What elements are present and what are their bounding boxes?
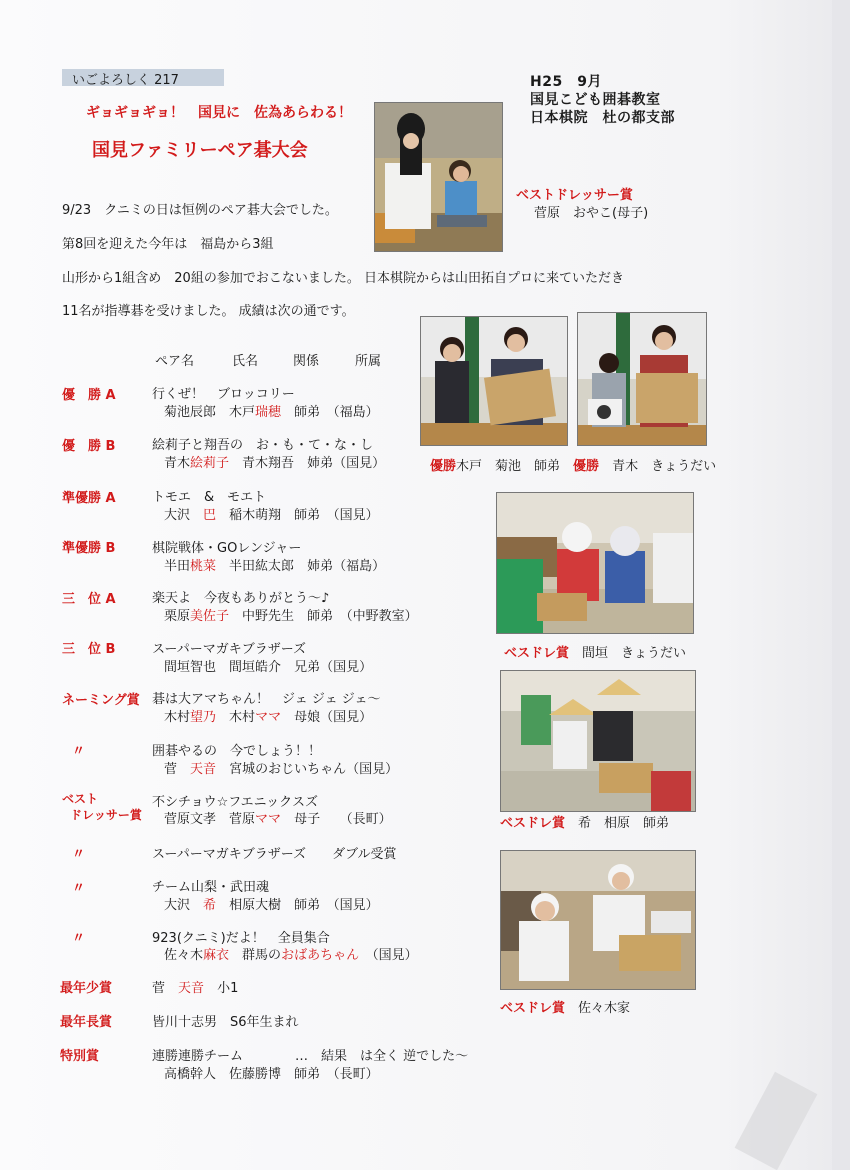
result-label: ネーミング賞 xyxy=(62,693,140,708)
result-names: 佐々木麻衣 群馬のおばあちゃん （国見） xyxy=(164,948,418,963)
result-label: 最年少賞 xyxy=(60,981,113,996)
result-names: 半田桃菜 半田紘太郎 姉弟（福島） xyxy=(164,559,386,574)
result-label-b: ドレッサー賞 xyxy=(70,808,142,822)
col-affiliation: 所属 xyxy=(355,354,382,369)
result-pair: トモエ & モエト xyxy=(152,490,267,505)
result-label: 優 勝 B xyxy=(62,439,116,454)
page-edge xyxy=(832,0,850,1170)
result-pair: 棋院戦体・GOレンジャー xyxy=(152,541,302,556)
result-pair: 行くぜ！ ブロッコリー xyxy=(152,387,295,402)
intro-line-1: 9/23 クニミの日は恒例のペア碁大会でした。 xyxy=(62,203,338,218)
org-line-2: 日本棋院 杜の都支部 xyxy=(530,110,675,126)
intro-line-4: 11名が指導碁を受けました。 成績は次の通です。 xyxy=(62,304,355,319)
result-names: 高橋幹人 佐藤勝博 師弟 （長町） xyxy=(164,1067,379,1082)
col-relation: 関係 xyxy=(293,354,320,369)
photo-winners-a xyxy=(420,316,568,446)
photo-magaki-brothers xyxy=(496,492,694,634)
result-names: 青木絵莉子 青木翔吾 姉弟（国見） xyxy=(164,456,386,471)
col-name: 氏名 xyxy=(232,354,259,369)
caption-magaki: ベスドレ賞 間垣 きょうだい xyxy=(504,646,687,661)
result-names: 菅 天音 小1 xyxy=(152,981,239,996)
result-label: 特別賞 xyxy=(60,1049,100,1064)
result-pair: 923(クニミ)だよ！ 全員集合 xyxy=(152,931,330,946)
result-pair: スーパーマガキブラザーズ ダブル受賞 xyxy=(152,847,397,862)
result-names: 菅 天音 宮城のおじいちゃん（国見） xyxy=(164,762,399,777)
result-pair: 碁は大アマちゃん！ ジェ ジェ ジェ～ xyxy=(152,692,381,707)
photo-team-yamanashi xyxy=(500,670,696,812)
photo-winners-b xyxy=(577,312,707,446)
result-label: 〃 xyxy=(72,744,86,759)
result-label: 三 位 B xyxy=(62,642,116,657)
result-names: 菅原文孝 菅原ママ 母子 （長町） xyxy=(164,812,392,827)
result-label: 優 勝 A xyxy=(62,388,116,403)
result-label: 〃 xyxy=(72,847,86,862)
intro-line-3: 山形から1組含め 20組の参加でおこないました。 日本棋院からは山田拓自プロに来ていただき xyxy=(62,271,624,286)
result-pair: 囲碁やるの 今でしょう！！ xyxy=(152,744,322,759)
result-names: 皆川十志男 S6年生まれ xyxy=(152,1015,299,1030)
result-pair: 楽天よ 今夜もありがとう～♪ xyxy=(152,591,330,606)
result-pair: チーム山梨・武田魂 xyxy=(152,880,270,895)
caption-yamanashi: ベスドレ賞 希 相原 師弟 xyxy=(500,816,670,831)
result-pair: 絵莉子と翔吾の お・も・て・な・し xyxy=(152,438,374,453)
result-label: 〃 xyxy=(72,931,86,946)
col-pair: ペア名 xyxy=(155,354,195,369)
result-label: 準優勝 B xyxy=(62,541,116,556)
photo-sasaki-family xyxy=(500,850,696,990)
result-pair: 連勝連勝チーム … 結果 は全く 逆でした～ xyxy=(152,1049,469,1064)
org-line-1: 国見こども囲碁教室 xyxy=(530,92,661,108)
page-title: 国見ファミリーペア碁大会 xyxy=(92,140,308,161)
best-dresser-name: 菅原 おやこ(母子) xyxy=(534,206,649,221)
result-label-a: ベスト xyxy=(62,792,99,806)
result-pair: スーパーマガキブラザーズ xyxy=(152,642,307,657)
catchphrase: ギョギョギョ！ 国見に 佐為あらわる！ xyxy=(86,105,352,121)
best-dresser-label: ベストドレッサー賞 xyxy=(516,188,633,203)
date: H25 9月 xyxy=(530,74,602,90)
result-pair: 不シチョウ☆フエニックスズ xyxy=(152,795,318,810)
result-names: 栗原美佐子 中野先生 師弟 （中野教室） xyxy=(164,609,418,624)
result-label: 最年長賞 xyxy=(60,1015,113,1030)
result-names: 大沢 巴 稲木萌翔 師弟 （国見） xyxy=(164,508,379,523)
result-names: 木村望乃 木村ママ 母娘（国見） xyxy=(164,710,373,725)
caption-winners: 優勝木戸 菊池 師弟 優勝 青木 きょうだい xyxy=(430,459,717,474)
result-label: 三 位 A xyxy=(62,592,116,607)
series-label: いごよろしく 217 xyxy=(72,73,179,88)
result-names: 間垣智也 間垣皓介 兄弟（国見） xyxy=(164,660,373,675)
result-names: 大沢 希 相原大樹 師弟 （国見） xyxy=(164,898,379,913)
result-label: 〃 xyxy=(72,881,86,896)
caption-sasaki: ベスドレ賞 佐々木家 xyxy=(500,1001,631,1016)
photo-sai-cosplay xyxy=(374,102,503,252)
result-label: 準優勝 A xyxy=(62,491,116,506)
result-names: 菊池辰郎 木戸瑞穂 師弟 （福島） xyxy=(164,405,379,420)
intro-line-2: 第8回を迎えた今年は 福島から3組 xyxy=(62,237,274,252)
